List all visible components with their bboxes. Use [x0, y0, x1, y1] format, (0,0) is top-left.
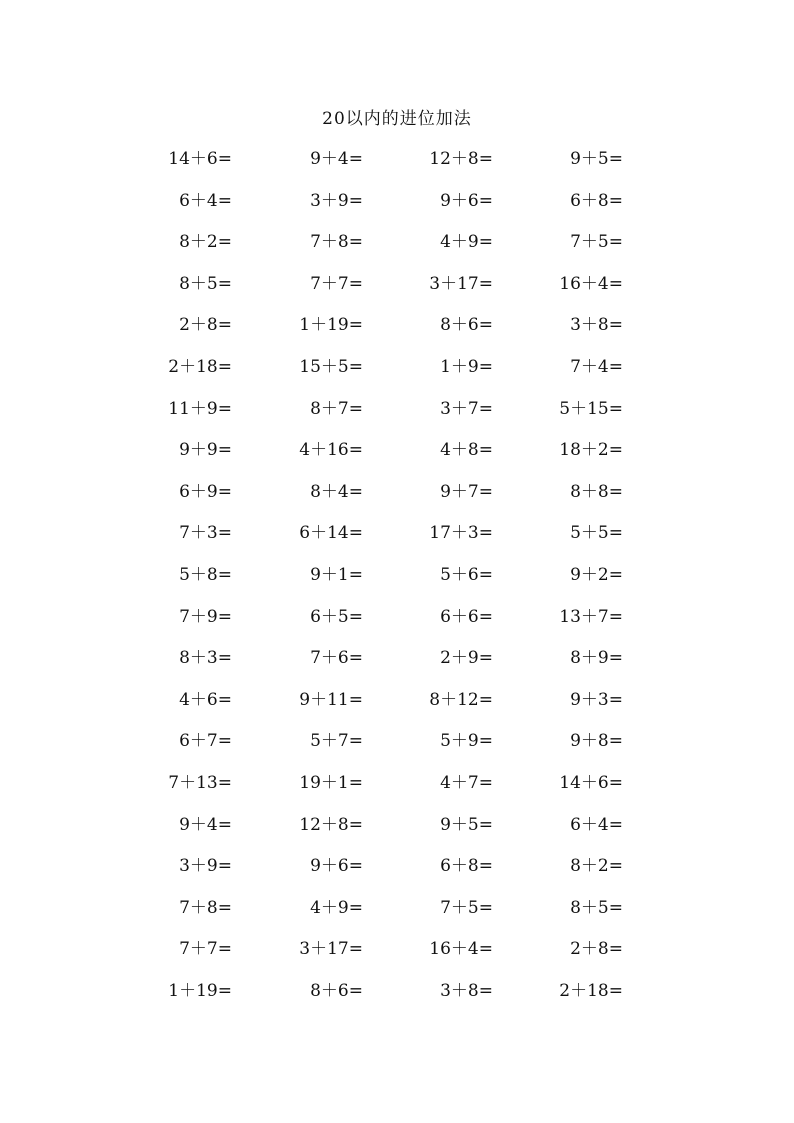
problem-r20-c4: 2＋8=: [570, 939, 623, 959]
problem-r17-c2: 12＋8=: [299, 815, 363, 835]
problem-r13-c4: 8＋9=: [570, 648, 623, 668]
problem-r20-c3: 16＋4=: [429, 939, 493, 959]
problem-r20-c1: 7＋7=: [179, 939, 232, 959]
problem-r12-c4: 13＋7=: [559, 607, 623, 627]
problem-r2-c1: 6＋4=: [179, 191, 232, 211]
problem-r7-c3: 3＋7=: [440, 399, 493, 419]
problem-r5-c2: 1＋19=: [299, 315, 363, 335]
problem-r1-c4: 9＋5=: [570, 149, 623, 169]
problem-r18-c3: 6＋8=: [440, 856, 493, 876]
problem-r13-c2: 7＋6=: [310, 648, 363, 668]
problem-r8-c4: 18＋2=: [559, 440, 623, 460]
problem-r19-c4: 8＋5=: [570, 898, 623, 918]
problem-r9-c1: 6＋9=: [179, 482, 232, 502]
problem-r19-c3: 7＋5=: [440, 898, 493, 918]
problem-r8-c2: 4＋16=: [299, 440, 363, 460]
problem-r11-c2: 9＋1=: [310, 565, 363, 585]
problem-r12-c1: 7＋9=: [179, 607, 232, 627]
problem-r4-c1: 8＋5=: [179, 274, 232, 294]
problem-r13-c1: 8＋3=: [179, 648, 232, 668]
problem-r16-c1: 7＋13=: [168, 773, 232, 793]
problem-r14-c1: 4＋6=: [179, 690, 232, 710]
worksheet-title: 20以内的进位加法: [322, 109, 472, 129]
problem-r7-c2: 8＋7=: [310, 399, 363, 419]
problem-r3-c3: 4＋9=: [440, 232, 493, 252]
problem-r10-c4: 5＋5=: [570, 523, 623, 543]
problem-r6-c2: 15＋5=: [299, 357, 363, 377]
problem-r2-c4: 6＋8=: [570, 191, 623, 211]
problem-r15-c1: 6＋7=: [179, 731, 232, 751]
problem-r11-c4: 9＋2=: [570, 565, 623, 585]
problem-r7-c4: 5＋15=: [559, 399, 623, 419]
problem-r5-c1: 2＋8=: [179, 315, 232, 335]
problem-r4-c3: 3＋17=: [429, 274, 493, 294]
problem-r8-c1: 9＋9=: [179, 440, 232, 460]
problem-r3-c4: 7＋5=: [570, 232, 623, 252]
problem-r5-c3: 8＋6=: [440, 315, 493, 335]
problem-r9-c4: 8＋8=: [570, 482, 623, 502]
problem-r4-c4: 16＋4=: [559, 274, 623, 294]
problem-r9-c2: 8＋4=: [310, 482, 363, 502]
problem-r17-c3: 9＋5=: [440, 815, 493, 835]
problem-r21-c3: 3＋8=: [440, 981, 493, 1001]
problem-r15-c2: 5＋7=: [310, 731, 363, 751]
problem-r21-c2: 8＋6=: [310, 981, 363, 1001]
problem-r5-c4: 3＋8=: [570, 315, 623, 335]
problem-r21-c4: 2＋18=: [559, 981, 623, 1001]
problem-r14-c2: 9＋11=: [299, 690, 363, 710]
problem-r3-c1: 8＋2=: [179, 232, 232, 252]
problem-r10-c3: 17＋3=: [429, 523, 493, 543]
problem-r3-c2: 7＋8=: [310, 232, 363, 252]
problem-r18-c4: 8＋2=: [570, 856, 623, 876]
problem-r1-c1: 14＋6=: [168, 149, 232, 169]
problem-r8-c3: 4＋8=: [440, 440, 493, 460]
problem-r17-c4: 6＋4=: [570, 815, 623, 835]
problem-r19-c2: 4＋9=: [310, 898, 363, 918]
problem-r13-c3: 2＋9=: [440, 648, 493, 668]
problem-r7-c1: 11＋9=: [168, 399, 232, 419]
problem-r6-c3: 1＋9=: [440, 357, 493, 377]
problem-r18-c1: 3＋9=: [179, 856, 232, 876]
problem-r11-c3: 5＋6=: [440, 565, 493, 585]
problem-r16-c4: 14＋6=: [559, 773, 623, 793]
problem-r21-c1: 1＋19=: [168, 981, 232, 1001]
problem-r1-c3: 12＋8=: [429, 149, 493, 169]
problem-r2-c3: 9＋6=: [440, 191, 493, 211]
problem-r10-c1: 7＋3=: [179, 523, 232, 543]
problem-r11-c1: 5＋8=: [179, 565, 232, 585]
problem-r2-c2: 3＋9=: [310, 191, 363, 211]
problem-r15-c4: 9＋8=: [570, 731, 623, 751]
problem-r16-c3: 4＋7=: [440, 773, 493, 793]
problem-r6-c1: 2＋18=: [168, 357, 232, 377]
problem-r16-c2: 19＋1=: [299, 773, 363, 793]
problem-r1-c2: 9＋4=: [310, 149, 363, 169]
problem-r10-c2: 6＋14=: [299, 523, 363, 543]
problem-r12-c3: 6＋6=: [440, 607, 493, 627]
problem-r17-c1: 9＋4=: [179, 815, 232, 835]
problem-r4-c2: 7＋7=: [310, 274, 363, 294]
problem-r6-c4: 7＋4=: [570, 357, 623, 377]
problem-r9-c3: 9＋7=: [440, 482, 493, 502]
problem-r19-c1: 7＋8=: [179, 898, 232, 918]
problem-r20-c2: 3＋17=: [299, 939, 363, 959]
problem-r14-c4: 9＋3=: [570, 690, 623, 710]
problem-r15-c3: 5＋9=: [440, 731, 493, 751]
problem-r14-c3: 8＋12=: [429, 690, 493, 710]
problem-r18-c2: 9＋6=: [310, 856, 363, 876]
problem-r12-c2: 6＋5=: [310, 607, 363, 627]
